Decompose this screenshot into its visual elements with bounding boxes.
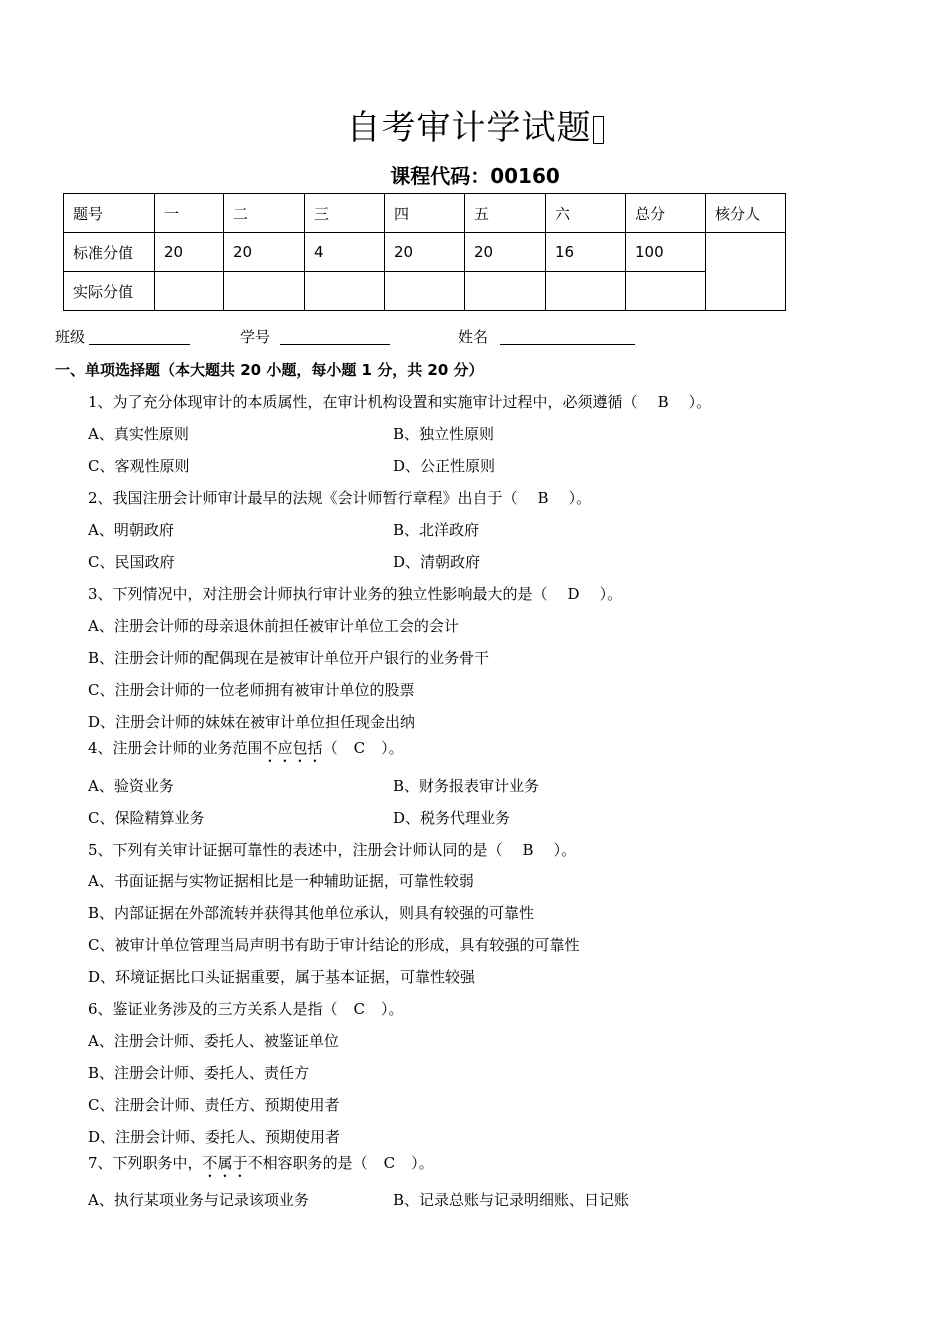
name-label: 姓名: [458, 328, 489, 346]
table-row: [64, 194, 786, 233]
student-id-label: 学号: [240, 328, 271, 346]
answer: B: [522, 841, 534, 859]
option-d: D、注册会计师、委托人、预期使用者: [88, 1128, 341, 1146]
answer: B: [657, 393, 669, 411]
actual-score-cell[interactable]: [305, 272, 385, 311]
option-a: A、书面证据与实物证据相比是一种辅助证据，可靠性较弱: [88, 872, 474, 890]
option-a: A、验资业务: [88, 777, 174, 795]
option-c: C、注册会计师、责任方、预期使用者: [88, 1096, 340, 1114]
option-c: C、被审计单位管理当局声明书有助于审计结论的形成，具有较强的可靠性: [88, 936, 580, 954]
column-header: 二: [224, 194, 305, 233]
actual-score-cell[interactable]: [385, 272, 465, 311]
class-label: 班级: [55, 328, 86, 346]
question-stem: 5、下列有关审计证据可靠性的表述中，注册会计师认同的是（ B ）。: [88, 841, 577, 859]
row-header: 题号: [64, 194, 155, 233]
option-b: B、财务报表审计业务: [393, 777, 540, 795]
actual-score-cell[interactable]: [465, 272, 546, 311]
exam-title: 自考审计学试题: [0, 100, 950, 149]
table-row: [64, 233, 786, 272]
column-header: 四: [385, 194, 465, 233]
question-stem: 6、鉴证业务涉及的三方关系人是指（ C ）。: [88, 1000, 404, 1018]
actual-score-cell[interactable]: [155, 272, 224, 311]
column-header: 三: [305, 194, 385, 233]
class-field[interactable]: [89, 344, 190, 345]
option-d: D、清朝政府: [393, 553, 481, 571]
answer: B: [537, 489, 549, 507]
answer: C: [383, 1154, 396, 1172]
column-header: 总分: [626, 194, 706, 233]
score-cell: 20: [224, 233, 305, 272]
section-heading: 一、单项选择题（本大题共 20 小题，每小题 1 分，共 20 分）: [55, 361, 484, 379]
checker-cell[interactable]: [706, 233, 786, 311]
actual-score-cell[interactable]: [546, 272, 626, 311]
option-b: B、记录总账与记录明细账、日记账: [393, 1191, 630, 1209]
option-d: D、注册会计师的妹妹在被审计单位担任现金出纳: [88, 713, 416, 731]
missing-glyph-mark: [593, 116, 604, 144]
option-b: B、注册会计师、委托人、责任方: [88, 1064, 310, 1082]
option-b: B、北洋政府: [393, 521, 480, 539]
option-d: D、公正性原则: [393, 457, 496, 475]
option-a: A、注册会计师的母亲退休前担任被审计单位工会的会计: [88, 617, 459, 635]
student-id-field[interactable]: [280, 344, 390, 345]
course-code: 课程代码：00160: [390, 164, 560, 188]
column-header: 一: [155, 194, 224, 233]
actual-score-cell[interactable]: [626, 272, 706, 311]
option-c: C、保险精算业务: [88, 809, 205, 827]
score-cell: 20: [155, 233, 224, 272]
option-d: D、税务代理业务: [393, 809, 511, 827]
option-a: A、执行某项业务与记录该项业务: [88, 1191, 309, 1209]
score-cell: 4: [305, 233, 385, 272]
question-stem: 7、下列职务中，不属于不相容职务的是（ C ）。: [88, 1154, 434, 1172]
option-b: B、独立性原则: [393, 425, 495, 443]
name-field[interactable]: [500, 344, 635, 345]
table-row: [64, 272, 786, 311]
option-b: B、注册会计师的配偶现在是被审计单位开户银行的业务骨干: [88, 649, 490, 667]
column-header: 六: [546, 194, 626, 233]
score-cell: 20: [385, 233, 465, 272]
option-a: A、注册会计师、委托人、被鉴证单位: [88, 1032, 339, 1050]
column-header: 五: [465, 194, 546, 233]
score-cell: 20: [465, 233, 546, 272]
question-stem: 2、我国注册会计师审计最早的法规《会计师暂行章程》出自于（ B ）。: [88, 489, 592, 507]
question-stem: 3、下列情况中，对注册会计师执行审计业务的独立性影响最大的是（ D ）。: [88, 585, 623, 603]
emphasis-text: 不应包括: [262, 739, 323, 757]
option-c: C、注册会计师的一位老师拥有被审计单位的股票: [88, 681, 415, 699]
option-c: C、民国政府: [88, 553, 175, 571]
answer: C: [353, 739, 366, 757]
question-stem: 1、为了充分体现审计的本质属性，在审计机构设置和实施审计过程中，必须遵循（ B ）。: [88, 393, 712, 411]
score-table: [63, 193, 786, 311]
option-a: A、明朝政府: [88, 521, 174, 539]
checker-header: 核分人: [706, 194, 786, 233]
option-d: D、环境证据比口头证据重要，属于基本证据，可靠性较强: [88, 968, 476, 986]
option-b: B、内部证据在外部流转并获得其他单位承认，则具有较强的可靠性: [88, 904, 535, 922]
score-cell: 100: [626, 233, 706, 272]
option-a: A、真实性原则: [88, 425, 189, 443]
question-stem: 4、注册会计师的业务范围不应包括（ C ）。: [88, 739, 404, 757]
row-header: 标准分值: [64, 233, 155, 272]
answer: D: [567, 585, 580, 603]
emphasis-text: 不属于: [202, 1154, 248, 1172]
answer: C: [353, 1000, 366, 1018]
score-cell: 16: [546, 233, 626, 272]
row-header: 实际分值: [64, 272, 155, 311]
option-c: C、客观性原则: [88, 457, 190, 475]
actual-score-cell[interactable]: [224, 272, 305, 311]
